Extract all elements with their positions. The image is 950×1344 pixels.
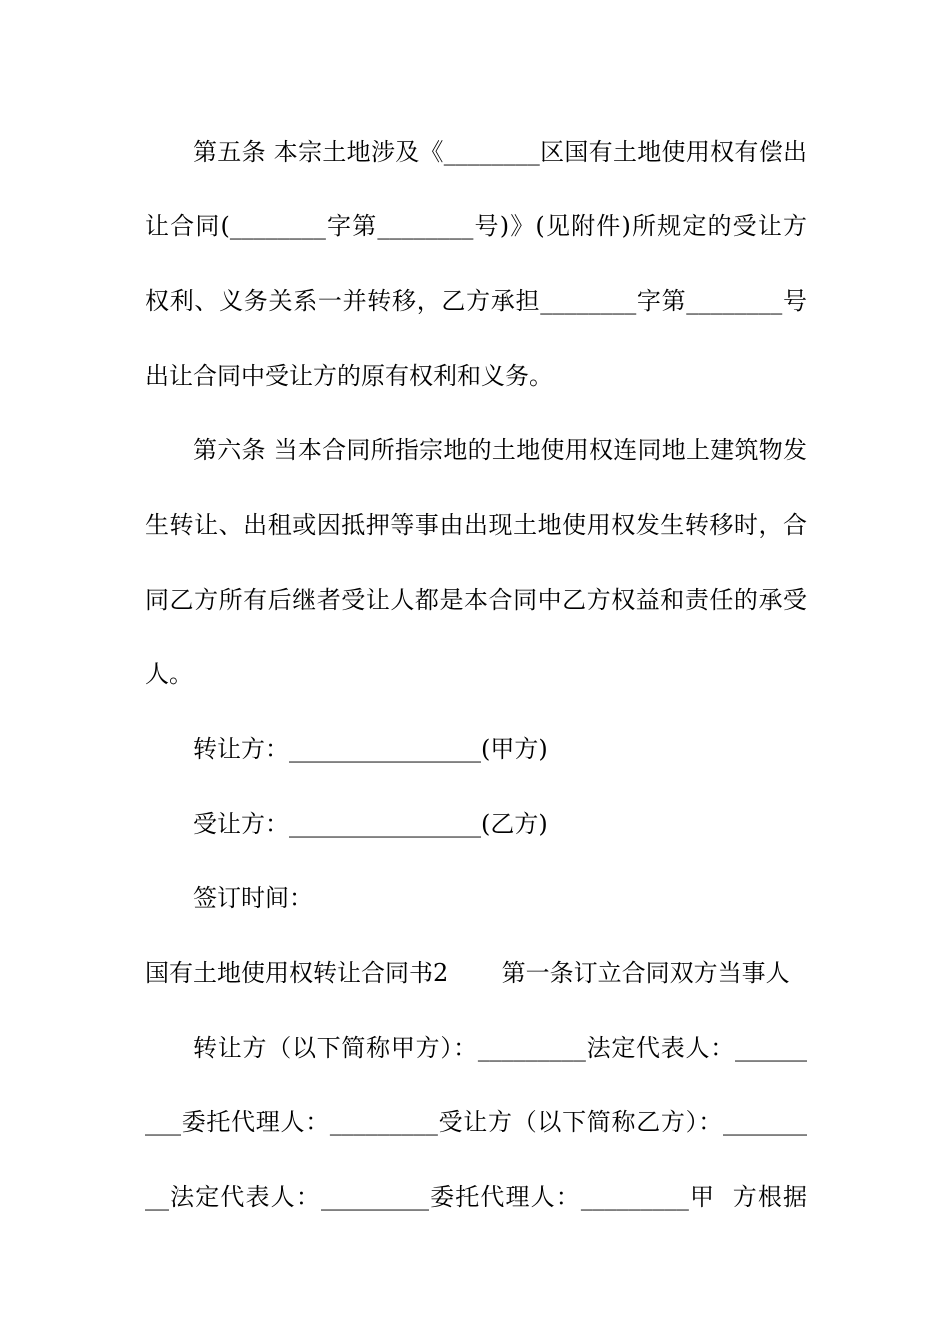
article-5-line-2: 让合同(________字第________号)》(见附件)所规定的受让方: [145, 212, 807, 240]
article-6-line-1: 第六条 当本合同所指宗地的土地使用权连同地上建筑物发: [193, 436, 807, 464]
transferor-signature-line: 转让方：________________(甲方): [193, 735, 548, 763]
signing-date-line: 签订时间：: [193, 884, 313, 912]
parties-line-2: ___委托代理人：_________受让方（以下简称乙方）：_______: [145, 1108, 807, 1136]
parties-line-3: __法定代表人：_________委托代理人：_________甲 方根据: [145, 1183, 807, 1211]
article-6-line-2: 生转让、出租或因抵押等事由出现土地使用权发生转移时，合: [145, 511, 807, 539]
article-5-line-3: 权利、义务关系一并转移，乙方承担________字第________号: [145, 287, 807, 315]
article-6-line-3: 同乙方所有后继者受让人都是本合同中乙方权益和责任的承受: [145, 586, 807, 614]
article-5-line-1: 第五条 本宗土地涉及《________区国有土地使用权有偿出: [193, 138, 807, 166]
transferee-signature-line: 受让方：________________(乙方): [193, 810, 548, 838]
parties-line-1: 转让方（以下简称甲方）：_________法定代表人：______: [193, 1034, 807, 1062]
article-6-line-4: 人。: [145, 660, 193, 688]
contract-2-heading-line: 国有土地使用权转让合同书2 第一条订立合同双方当事人: [145, 959, 790, 987]
article-5-line-4: 出让合同中受让方的原有权利和义务。: [145, 362, 553, 390]
